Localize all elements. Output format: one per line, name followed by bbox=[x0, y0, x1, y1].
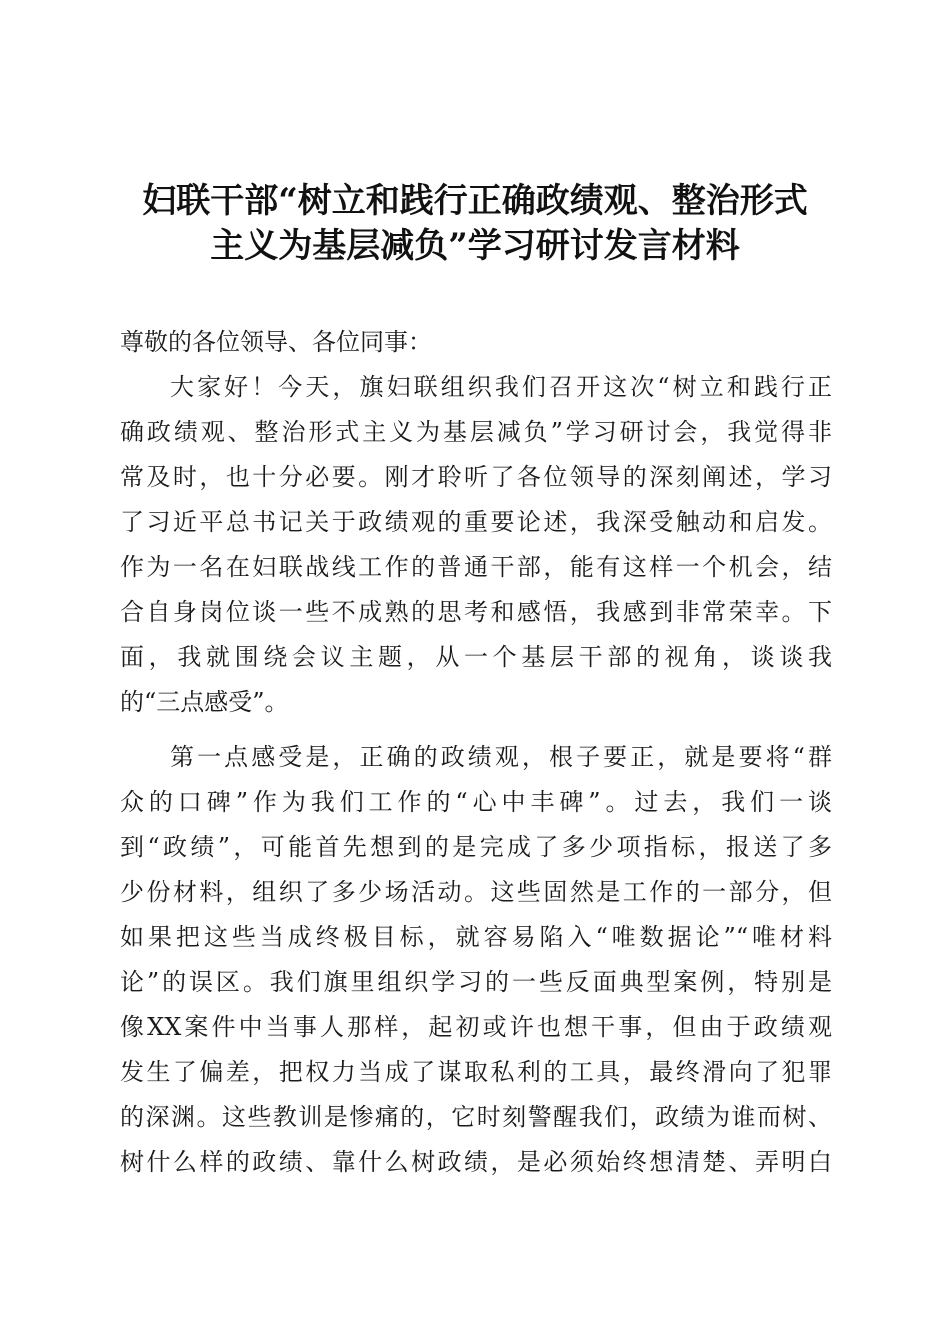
paragraph-2-line: 如果把这些当成终极目标，就容易陷入“唯数据论”“唯材料 bbox=[120, 923, 832, 951]
paragraph-1-line: 大家好！今天，旗妇联组织我们召开这次“树立和践行正 bbox=[170, 373, 832, 401]
paragraph-1 bbox=[120, 365, 832, 725]
title-line-1: 妇联干部“树立和践行正确政绩观、整治形式 bbox=[142, 181, 808, 221]
paragraph-2-line: 发生了偏差，把权力当成了谋取私利的工具，最终滑向了犯罪 bbox=[120, 1058, 832, 1086]
paragraph-1-line: 确政绩观、整治形式主义为基层减负”学习研讨会，我觉得非 bbox=[120, 418, 832, 446]
paragraph-1-line: 合自身岗位谈一些不成熟的思考和感悟，我感到非常荣幸。下 bbox=[120, 598, 832, 626]
paragraph-2-line: 少份材料，组织了多少场活动。这些固然是工作的一部分，但 bbox=[120, 878, 832, 906]
title-line-2: 主义为基层减负”学习研讨发言材料 bbox=[210, 226, 740, 266]
paragraph-2-line: 到“政绩”，可能首先想到的是完成了多少项指标，报送了多 bbox=[120, 833, 832, 861]
paragraph-2-line: 的深渊。这些教训是惨痛的，它时刻警醒我们，政绩为谁而树、 bbox=[120, 1103, 832, 1131]
paragraph-1-line: 作为一名在妇联战线工作的普通干部，能有这样一个机会，结 bbox=[120, 553, 832, 581]
paragraph-spacer bbox=[120, 725, 832, 735]
paragraph-2-line: 众的口碑”作为我们工作的“心中丰碑”。过去，我们一谈 bbox=[120, 788, 832, 816]
paragraph-2-line: 论”的误区。我们旗里组织学习的一些反面典型案例，特别是 bbox=[120, 968, 832, 996]
paragraph-2-line: 树什么样的政绩、靠什么树政绩，是必须始终想清楚、弄明白 bbox=[120, 1148, 832, 1176]
paragraph-1-line: 了习近平总书记关于政绩观的重要论述，我深受触动和启发。 bbox=[120, 508, 832, 536]
paragraph-2-line: 像XX案件中当事人那样，起初或许也想干事，但由于政绩观 bbox=[120, 1013, 832, 1041]
document-body bbox=[120, 320, 832, 1185]
paragraph-1-line: 常及时，也十分必要。刚才聆听了各位领导的深刻阐述，学习 bbox=[120, 463, 832, 491]
paragraph-1-line: 面，我就围绕会议主题，从一个基层干部的视角，谈谈我 bbox=[120, 643, 832, 671]
paragraph-1-line: 的“三点感受”。 bbox=[120, 688, 289, 716]
paragraph-2 bbox=[120, 735, 832, 1185]
paragraph-2-line: 第一点感受是，正确的政绩观，根子要正，就是要将“群 bbox=[170, 743, 832, 771]
salutation: 尊敬的各位领导、各位同事： bbox=[120, 328, 432, 356]
document-title bbox=[100, 178, 850, 268]
